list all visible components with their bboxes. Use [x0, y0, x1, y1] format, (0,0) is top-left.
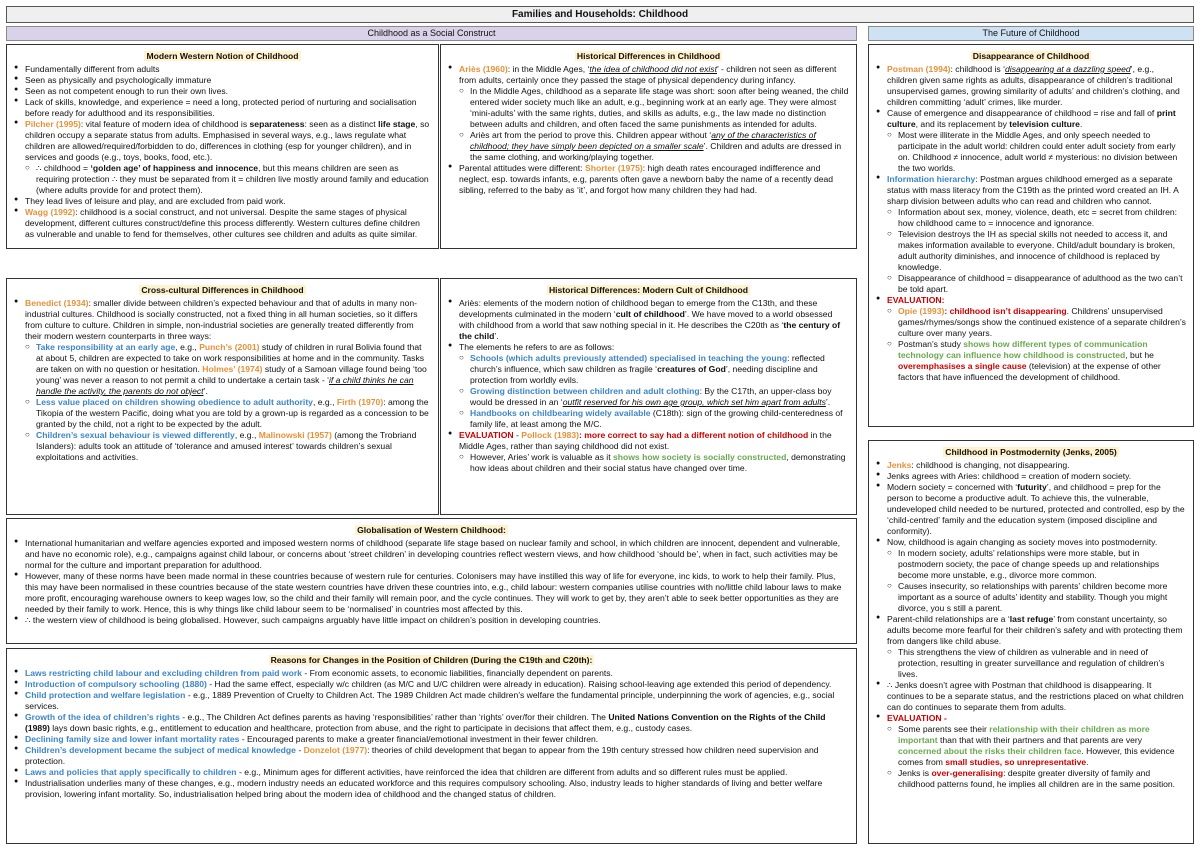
list-item: ● Laws and policies that apply specifically to children - e.g., Minimum ages for different activities, have reinforced the idea that children are different from adults and so different rules must be applied. — [14, 767, 849, 778]
modern-cult-box — [440, 278, 857, 515]
list-item: ○ Schools (which adults previously attended) specialised in teaching the young: reflected church’s influence, which saw children as fragile ‘creatures of God’, needing discipline and protection from worldly evils. — [448, 353, 849, 386]
list-item: ● Jenks agrees with Aries: childhood = creation of modern society. — [876, 471, 1186, 482]
historical-differences-box — [440, 44, 857, 249]
list-item: ● Postman (1994): childhood is ‘disappearing at a dazzling speed’, e.g., children given same rights as adults, disappearance of children’s traditional unsupervised games, growing similarity of adults’ and children’s clothing, and children committing ‘adult’ crimes, like murder. — [876, 64, 1186, 108]
bullet-list — [876, 460, 1186, 790]
list-item: ● The elements he refers to are as follows: — [448, 342, 849, 353]
postmodernity-box — [868, 440, 1194, 844]
list-item: ● However, many of these norms have been made normal in these countries because of western rule for centuries. Colonisers may have instilled this way of life for everyone, inc kids, to work to help their family. Plus, this may have been normalised in these countries because of the state western countries have driven these countries into, e.g., child labour: western companies utilise countries with no/little child labour laws to make more profit, encouraging warehouse owners to keep wages low, so the child and their family will remain poor, and the cycle continues. They will work to get by, they aren’t able to seek better opportunities as they are needed by their family to work. Hence, this is why things like child labour seem to be ‘normalised’ in countries most affected by this. — [14, 571, 849, 615]
box-heading: Historical Differences in Childhood — [576, 51, 721, 61]
box-heading: Reasons for Changes in the Position of Children (During the C19th and C20th): — [270, 655, 593, 665]
list-item: ○ Growing distinction between children and adult clothing: By the C17th, an upper-class boy would be dressed in an ‘outfit reserved for his own age group, which set him apart from adults’. — [448, 386, 849, 408]
list-item: ○ Children’s sexual behaviour is viewed differently, e.g., Malinowski (1957) (among the Trobriand Islanders): adults took an attitude of ‘tolerance and amused interest’ towards children’s sexual exploitations and activities. — [14, 430, 431, 463]
list-item: ○ Disappearance of childhood = disappearance of adulthood as the two can’t be told apart. — [876, 273, 1186, 295]
list-item: ● EVALUATION: — [876, 295, 1186, 306]
list-item: ● They lead lives of leisure and play, and are excluded from paid work. — [14, 196, 431, 207]
list-item: ● Child protection and welfare legislation - e.g., 1889 Prevention of Cruelty to Children Act. The 1989 Children Act made children’s welfare the fundamental principle, underpinning the work of agencies, e.g., social services. — [14, 690, 849, 712]
box-heading: Childhood in Postmodernity (Jenks, 2005) — [945, 447, 1117, 457]
box-heading: Historical Differences: Modern Cult of Childhood — [548, 285, 749, 295]
disappearance-box — [868, 44, 1194, 427]
list-item: ● Seen as not competent enough to run their own lives. — [14, 86, 431, 97]
bullet-list — [14, 298, 431, 463]
list-item: ● Benedict (1934): smaller divide between children’s expected behaviour and that of adults in many non-industrial cultures. Childhood is socially constructed, not a fixed thing in all human societies, so it differs from culture to culture. Children in simple, non-industrial societies are generally treated differently from their modern western counterparts in three ways: — [14, 298, 431, 342]
list-item: ● Pilcher (1995): vital feature of modern idea of childhood is separateness: seen as a distinct life stage, so children occupy a separate status from adults. Emphasised in several ways, e.g., laws regulate what children are allowed/required/forbidden to do, differences in clothing (esp for younger children), and in services and goods (e.g., toys, books, food, etc.). — [14, 119, 431, 163]
list-item: ○ In the Middle Ages, childhood as a separate life stage was short: soon after being weaned, the child entered wider society much like an adult, e.g., beginning work at an early age. They were almost ‘mini-adults’ with the same rights, duties, and skills as adults, e.g., the law made no distinction between adults and children, and often faced the same punishments as intended for adults. — [448, 86, 849, 130]
reasons-box — [6, 648, 857, 844]
list-item: ● Ariès: elements of the modern notion of childhood began to emerge from the C13th, and these developments culminated in the modern ‘cult of childhood’. We have moved to a world obsessed with childhood from a world that saw nothing special in it. He describes the C20th as ‘the century of the child’. — [448, 298, 849, 342]
box-heading: Disappearance of Childhood — [972, 51, 1090, 61]
list-item: ○ Ariès art from the period to prove this. Children appear without ‘any of the characteristics of childhood; they have simply been depicted on a smaller scale’. Children and adults are dressed in the same clothing, and working/playing together. — [448, 130, 849, 163]
list-item: ● Ariès (1960): in the Middle Ages, ‘the idea of childhood did not exist’ - children not seen as different from adults, certainly once they passed the stage of physical dependency during infancy. — [448, 64, 849, 86]
list-item: ○ ∴ childhood = ‘golden age’ of happiness and innocence, but this means children are seen as requiring protection ∴ they must be separated from it = children live mostly around family and education (where adults provide for and protect them). — [14, 163, 431, 196]
list-item: ● Cause of emergence and disappearance of childhood = rise and fall of print culture, and its replacement by television culture. — [876, 108, 1186, 130]
list-item: ● Seen as physically and psychologically immature — [14, 75, 431, 86]
list-item: ● Fundamentally different from adults — [14, 64, 431, 75]
box-heading: Cross-cultural Differences in Childhood — [141, 285, 304, 295]
list-item: ● Modern society = concerned with ‘futurity’, and childhood = prep for the person to become a productive adult. To achieve this, the vulnerable, undeveloped child needed to be nurtured, protected and controlled, esp by the ‘child-centred’ family and the education system (imposed discipline and conformity). — [876, 482, 1186, 537]
list-item: ● Parental attitudes were different: Shorter (1975): high death rates encouraged indifference and neglect, esp. towards infants, e.g, parents often gave a newborn baby the name of a recently dead sibling, referred to the baby as ‘it’, and forgot how many children they had had. — [448, 163, 849, 196]
section-band-future: The Future of Childhood — [868, 26, 1194, 41]
list-item: ● Children’s development became the subject of medical knowledge - Donzelot (1977): theories of child development that began to appear from the 19th century stressed how children need supervision and protection. — [14, 745, 849, 767]
list-item: ● Industrialisation underlies many of these changes, e.g., modern industry needs an educated workforce and this requires compulsory schooling. Also, industry leads to higher standards of living and better welfare provision, lowering infant mortality. So, industrialisation helped bring about the modern idea of childhood and the changed status of children. — [14, 778, 849, 800]
bullet-list — [876, 64, 1186, 383]
bullet-list — [14, 64, 431, 240]
list-item: ○ Television destroys the IH as special skills not needed to access it, and makes information available to everyone. Child/adult boundary is broken, adult authority diminishes, and innocence of childhood is replaced by knowledge. — [876, 229, 1186, 273]
list-item: ● International humanitarian and welfare agencies exported and imposed western norms of childhood (separate life stage based on nuclear family and school, in which children are innocent, dependent and vulnerable, and have no economic role), e.g., campaigns against child labour, or concerns about ‘street children’ in developing countries reflect western views, and how childhood ‘should be’, when in fact, such activities may be normal for the culture and important preparation for adulthood. — [14, 538, 849, 571]
list-item: ● Wagg (1992): childhood is a social construct, and not universal. Despite the same stages of physical development, different cultures construct/define this process differently. Western cultures define children as vulnerable and unable to fend for themselves, other cultures see children and adults as quite similar. — [14, 207, 431, 240]
bullet-list — [448, 64, 849, 196]
list-item: ○ Handbooks on childbearing widely available (C18th): sign of the growing child-centeredness of family life, at least among the M/C. — [448, 408, 849, 430]
list-item: ○ Some parents see their relationship with their children as more important than that with their partners and that parents are very concerned about the risks their children face. However, this evidence comes from small studies, so unrepresentative. — [876, 724, 1186, 768]
bullet-list — [448, 298, 849, 474]
modern-western-box — [6, 44, 439, 249]
cross-cultural-box — [6, 278, 439, 515]
list-item: ○ Information about sex, money, violence, death, etc = secret from children: how childhood came to = innocence and ignorance. — [876, 207, 1186, 229]
list-item: ● Parent-child relationships are a ‘last refuge’ from constant uncertainty, so adults become more fearful for their children’s safety and with protecting them from dangers like child abuse. — [876, 614, 1186, 647]
list-item: ● Now, childhood is again changing as society moves into postmodernity. — [876, 537, 1186, 548]
list-item: ○ Take responsibility at an early age, e.g., Punch’s (2001) study of children in rural Bolivia found that at about 5, children are expected to take on work responsibilities at home and in the community. Tasks are taken on with no question or hesitation. Holmes’ (1974) study of a Samoan village found being ‘too young’ was never a reason to not permit a child to undertake a certain task - ‘if a child thinks he can handle the activity, the parents do not object’. — [14, 342, 431, 397]
list-item: ● Introduction of compulsory schooling (1880) - Had the same effect, especially w/c children (as M/C and U/C children were already in education). Raising school-leaving age extended this period of dependency. — [14, 679, 849, 690]
list-item: ○ Less value placed on children showing obedience to adult authority, e.g., Firth (1970): among the Tikopia of the western Pacific, doing what you are told by a grown-up is regarded as a concession to be granted by the child, not a right to be expected by the adult. — [14, 397, 431, 430]
box-heading: Globalisation of Western Childhood: — [357, 525, 506, 535]
list-item: ○ Most were illiterate in the Middle Ages, and only speech needed to participate in the adult world: children could enter adult society from early on. Childhood ≠ innocence, adult world ≠ mysterious: no division between the two worlds. — [876, 130, 1186, 174]
bullet-list — [14, 668, 849, 800]
box-heading: Modern Western Notion of Childhood — [146, 51, 299, 61]
list-item: ● Information hierarchy: Postman argues childhood emerged as a separate status with mass literacy from the C19th as the printed word created an IH. A sharp division between adults who can read and children who cannot. — [876, 174, 1186, 207]
section-band-social-construct: Childhood as a Social Construct — [6, 26, 857, 41]
list-item: ● Lack of skills, knowledge, and experience = need a long, protected period of nurturing and socialisation before ready for adulthood and its responsibilities. — [14, 97, 431, 119]
list-item: ● ∴ the western view of childhood is being globalised. However, such campaigns arguably have little impact on children’s position in developing countries. — [14, 615, 849, 626]
list-item: ● Jenks: childhood is changing, not disappearing. — [876, 460, 1186, 471]
list-item: ● ∴ Jenks doesn’t agree with Postman that childhood is disappearing. It continues to be a separate status, and the restrictions placed on what children can do continues to separate them from adults. — [876, 680, 1186, 713]
list-item: ● EVALUATION - — [876, 713, 1186, 724]
list-item: ● EVALUATION - Pollock (1983): more correct to say had a different notion of childhood in the Middle Ages, rather than saying childhood did not exist. — [448, 430, 849, 452]
globalisation-box — [6, 518, 857, 644]
list-item: ○ Causes insecurity, so relationships with parents’ children become more important as a source of adults’ identity and stability. Though you might divorce, you s still a parent. — [876, 581, 1186, 614]
bullet-list — [14, 538, 849, 626]
list-item: ○ Postman’s study shows how different types of communication technology can influence how childhood is constructed, but he overemphasises a single cause (television) at the expense of other factors that have influenced the development of childhood. — [876, 339, 1186, 383]
list-item: ○ This strengthens the view of children as vulnerable and in need of protection, resulting in greater surveillance and regulation of children’s lives. — [876, 647, 1186, 680]
list-item: ● Declining family size and lower infant mortality rates - Encouraged parents to make a greater financial/emotional investment in their fewer children. — [14, 734, 849, 745]
list-item: ○ However, Aries’ work is valuable as it shows how society is socially constructed, demonstrating how ideas about children and their social status have changed over time. — [448, 452, 849, 474]
list-item: ○ Opie (1993): childhood isn’t disappearing. Childrens’ unsupervised games/rhymes/songs show the continued existence of a separate children’s culture over many years. — [876, 306, 1186, 339]
page-title: Families and Households: Childhood — [6, 6, 1194, 23]
list-item: ○ Jenks is over-generalising: despite greater diversity of family and childhood patterns found, he implies all children are in the same position. — [876, 768, 1186, 790]
list-item: ● Laws restricting child labour and excluding children from paid work - From economic assets, to economic liabilities, financially dependent on parents. — [14, 668, 849, 679]
list-item: ● Growth of the idea of children’s rights - e.g., The Children Act defines parents as having ‘responsibilities’ rather than ‘rights’ over/for their children. The United Nations Convention on the Rights of the Child (1989) lays down basic rights, e.g., entitlement to education and healthcare, protection from abuse, and the right to participate in decisions that affect them, e.g., custody cases. — [14, 712, 849, 734]
list-item: ○ In modern society, adults’ relationships were more stable, but in postmodern society, the pace of change speeds up and relationships become more unstable, e.g., divorce more common. — [876, 548, 1186, 581]
